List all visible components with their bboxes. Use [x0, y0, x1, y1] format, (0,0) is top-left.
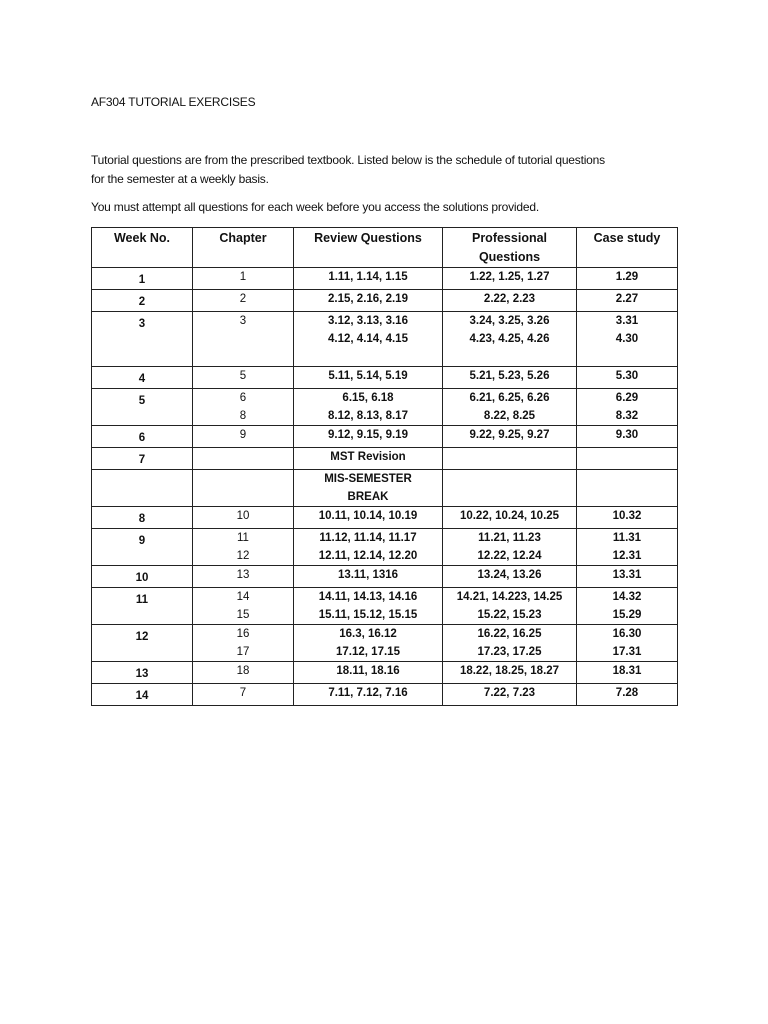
cell-review-line: MIS-SEMESTER: [324, 473, 412, 485]
cell-professional-line: 17.23, 17.25: [477, 646, 542, 658]
cell-review: [294, 566, 443, 588]
cell-case-line: [579, 448, 675, 466]
cell-chapter-line: 18: [236, 665, 250, 677]
cell-review-line: 5.11, 5.14, 5.19: [328, 370, 408, 382]
cell-chapter-line: 6: [239, 392, 247, 404]
cell-week: 12: [92, 625, 193, 662]
header-week: Week No.: [92, 228, 193, 268]
cell-week: 9: [92, 529, 193, 566]
cell-chapter: [193, 448, 294, 470]
cell-case-line: 16.30: [612, 628, 642, 640]
cell-chapter: [193, 312, 294, 367]
cell-professional-line: 1.22, 1.25, 1.27: [469, 271, 550, 283]
table-row: [92, 588, 678, 625]
table-row: [92, 684, 678, 706]
cell-chapter-line: 2: [239, 293, 247, 305]
cell-professional: [443, 448, 577, 470]
intro-paragraph: [91, 151, 691, 189]
table-row: [92, 470, 678, 507]
cell-professional-line: 4.23, 4.25, 4.26: [469, 333, 550, 345]
table-row: [92, 367, 678, 389]
cell-professional: [443, 588, 577, 625]
cell-chapter: [193, 367, 294, 389]
cell-review-line: BREAK: [347, 491, 389, 503]
cell-chapter: [193, 389, 294, 426]
cell-chapter-line: [195, 330, 291, 348]
cell-case-line: 11.31: [612, 532, 642, 544]
cell-review-line: 18.11, 18.16: [336, 665, 400, 677]
cell-chapter-line: 8: [239, 410, 247, 422]
table-row: [92, 426, 678, 448]
cell-case-line: 5.30: [615, 370, 639, 382]
cell-week: 2: [92, 290, 193, 312]
cell-professional-line: 7.22, 7.23: [483, 687, 536, 699]
cell-chapter-line: 14: [236, 591, 250, 603]
cell-review-line: 8.12, 8.13, 8.17: [328, 410, 408, 422]
cell-review: [294, 312, 443, 367]
cell-review: [294, 367, 443, 389]
cell-week: 5: [92, 389, 193, 426]
cell-review-line: 15.11, 15.12, 15.15: [318, 609, 418, 621]
cell-chapter-line: [195, 448, 291, 466]
cell-case-line: 4.30: [615, 333, 639, 345]
cell-week: [92, 470, 193, 507]
cell-case: [577, 529, 678, 566]
table-row: [92, 268, 678, 290]
cell-professional: [443, 290, 577, 312]
cell-case: [577, 268, 678, 290]
cell-chapter: [193, 507, 294, 529]
cell-chapter: [193, 684, 294, 706]
table-row: [92, 529, 678, 566]
table-row: [92, 566, 678, 588]
cell-professional: [443, 625, 577, 662]
cell-chapter-line: [195, 470, 291, 488]
cell-professional-line: 12.22, 12.24: [477, 550, 542, 562]
cell-chapter: [193, 426, 294, 448]
cell-case: [577, 312, 678, 367]
cell-case-line: 6.29: [615, 392, 639, 404]
cell-week: 6: [92, 426, 193, 448]
cell-chapter: [193, 470, 294, 507]
cell-chapter-line: 15: [236, 609, 250, 621]
cell-review-line: 3.12, 3.13, 3.16: [328, 315, 408, 327]
cell-professional: [443, 367, 577, 389]
cell-case-line: 8.32: [615, 410, 639, 422]
cell-chapter: [193, 566, 294, 588]
cell-review: [294, 662, 443, 684]
table-row: [92, 662, 678, 684]
cell-case-line: 7.28: [615, 687, 639, 699]
cell-professional-line: 18.22, 18.25, 18.27: [459, 665, 560, 677]
cell-review-line: 14.11, 14.13, 14.16: [318, 591, 418, 603]
cell-review-line: 9.12, 9.15, 9.19: [328, 429, 408, 441]
cell-case-line: 17.31: [612, 646, 642, 658]
cell-case-line: 1.29: [615, 271, 639, 283]
cell-review-line: 11.12, 11.14, 11.17: [319, 532, 417, 544]
tutorial-schedule-table: [91, 227, 678, 706]
cell-professional-line: 14.21, 14.223, 14.25: [456, 591, 563, 603]
table-row: [92, 389, 678, 426]
cell-review-line: 10.11, 10.14, 10.19: [318, 510, 418, 522]
cell-professional: [443, 312, 577, 367]
cell-review: [294, 448, 443, 470]
header-professional: Professional Questions: [443, 228, 577, 268]
cell-professional: [443, 426, 577, 448]
header-case: Case study: [577, 228, 678, 268]
cell-chapter: [193, 268, 294, 290]
cell-professional-line: [445, 470, 574, 488]
table-row: [92, 290, 678, 312]
cell-professional-line: 10.22, 10.24, 10.25: [459, 510, 560, 522]
cell-chapter: [193, 625, 294, 662]
cell-case: [577, 367, 678, 389]
cell-chapter-line: 1: [239, 271, 247, 283]
cell-chapter-line: 17: [236, 646, 250, 658]
cell-review: [294, 507, 443, 529]
cell-case: [577, 625, 678, 662]
header-review: Review Questions: [294, 228, 443, 268]
cell-chapter: [193, 662, 294, 684]
cell-professional-line: 5.21, 5.23, 5.26: [469, 370, 550, 382]
notice-paragraph: You must attempt all questions for each week before you access the solutions provided.: [91, 200, 539, 214]
cell-chapter-line: 11: [237, 532, 249, 544]
table-row: [92, 312, 678, 367]
header-chapter: Chapter: [193, 228, 294, 268]
cell-case: [577, 566, 678, 588]
cell-case-line: 13.31: [612, 569, 642, 581]
table-row: [92, 448, 678, 470]
cell-chapter-line: 10: [236, 510, 250, 522]
cell-review-line: 16.3, 16.12: [339, 628, 397, 640]
cell-chapter-line: 13: [236, 569, 250, 581]
cell-case-line: 3.31: [615, 315, 639, 327]
cell-case: [577, 426, 678, 448]
schedule-body: [92, 268, 678, 706]
cell-case-line: 14.32: [612, 591, 642, 603]
cell-week: 4: [92, 367, 193, 389]
cell-professional: [443, 389, 577, 426]
cell-chapter: [193, 290, 294, 312]
cell-week: 3: [92, 312, 193, 367]
cell-review-line: 2.15, 2.16, 2.19: [328, 293, 408, 305]
document-title: AF304 TUTORIAL EXERCISES: [91, 95, 256, 109]
cell-case: [577, 662, 678, 684]
cell-chapter-line: 12: [236, 550, 250, 562]
cell-chapter-line: 16: [236, 628, 250, 640]
cell-chapter-line: 5: [239, 370, 247, 382]
cell-chapter-line: 7: [239, 687, 247, 699]
intro-line: Tutorial questions are from the prescribed textbook. Listed below is the schedule of tutorial questions: [91, 153, 605, 167]
cell-review: [294, 625, 443, 662]
cell-professional-line: [445, 448, 574, 466]
cell-professional: [443, 684, 577, 706]
cell-week: 11: [92, 588, 193, 625]
cell-case: [577, 448, 678, 470]
cell-week: 8: [92, 507, 193, 529]
cell-professional: [443, 566, 577, 588]
header-row: [92, 228, 678, 268]
cell-professional-line: 15.22, 15.23: [477, 609, 542, 621]
cell-review-line: 12.11, 12.14, 12.20: [318, 550, 418, 562]
cell-review: [294, 290, 443, 312]
cell-review-line: 13.11, 1316: [337, 569, 399, 581]
cell-case-line: 10.32: [612, 510, 642, 522]
cell-case-line: 9.30: [615, 429, 639, 441]
cell-professional-line: 8.22, 8.25: [483, 410, 536, 422]
cell-review: [294, 470, 443, 507]
cell-review: [294, 268, 443, 290]
cell-week: 13: [92, 662, 193, 684]
cell-case-line: 15.29: [612, 609, 642, 621]
cell-professional-line: 13.24, 13.26: [477, 569, 542, 581]
cell-case: [577, 507, 678, 529]
cell-professional-line: 2.22, 2.23: [483, 293, 536, 305]
cell-professional-line: 3.24, 3.25, 3.26: [469, 315, 550, 327]
cell-chapter-line: 9: [239, 429, 247, 441]
cell-professional: [443, 268, 577, 290]
cell-case-line: [579, 470, 675, 488]
cell-case: [577, 684, 678, 706]
cell-professional-line: 9.22, 9.25, 9.27: [469, 429, 550, 441]
cell-review: [294, 684, 443, 706]
table-row: [92, 625, 678, 662]
cell-review: [294, 529, 443, 566]
cell-professional-line: 16.22, 16.25: [477, 628, 542, 640]
cell-professional: [443, 529, 577, 566]
cell-week: 7: [92, 448, 193, 470]
cell-chapter: [193, 588, 294, 625]
cell-case-line: 18.31: [612, 665, 642, 677]
cell-week: 10: [92, 566, 193, 588]
cell-review: [294, 426, 443, 448]
cell-case-line: 12.31: [612, 550, 642, 562]
cell-review-line: 6.15, 6.18: [342, 392, 394, 404]
cell-professional-line: 6.21, 6.25, 6.26: [469, 392, 550, 404]
cell-review: [294, 389, 443, 426]
cell-professional: [443, 507, 577, 529]
cell-chapter: [193, 529, 294, 566]
cell-case: [577, 290, 678, 312]
cell-review-line: 7.11, 7.12, 7.16: [328, 687, 408, 699]
cell-review-line: 1.11, 1.14, 1.15: [328, 271, 408, 283]
cell-review-line: 4.12, 4.14, 4.15: [328, 333, 408, 345]
cell-review: [294, 588, 443, 625]
cell-professional-line: 11.21, 11.23: [478, 532, 541, 544]
table-row: [92, 507, 678, 529]
intro-line: for the semester at a weekly basis.: [91, 172, 269, 186]
cell-review-line: 17.12, 17.15: [336, 646, 400, 658]
row-spacer: [296, 348, 440, 366]
cell-chapter-line: 3: [239, 315, 247, 327]
cell-case: [577, 470, 678, 507]
cell-case-line: 2.27: [615, 293, 639, 305]
cell-professional: [443, 470, 577, 507]
cell-review-line: MST Revision: [330, 451, 406, 463]
cell-week: 1: [92, 268, 193, 290]
cell-case: [577, 588, 678, 625]
cell-week: 14: [92, 684, 193, 706]
cell-case: [577, 389, 678, 426]
cell-professional: [443, 662, 577, 684]
